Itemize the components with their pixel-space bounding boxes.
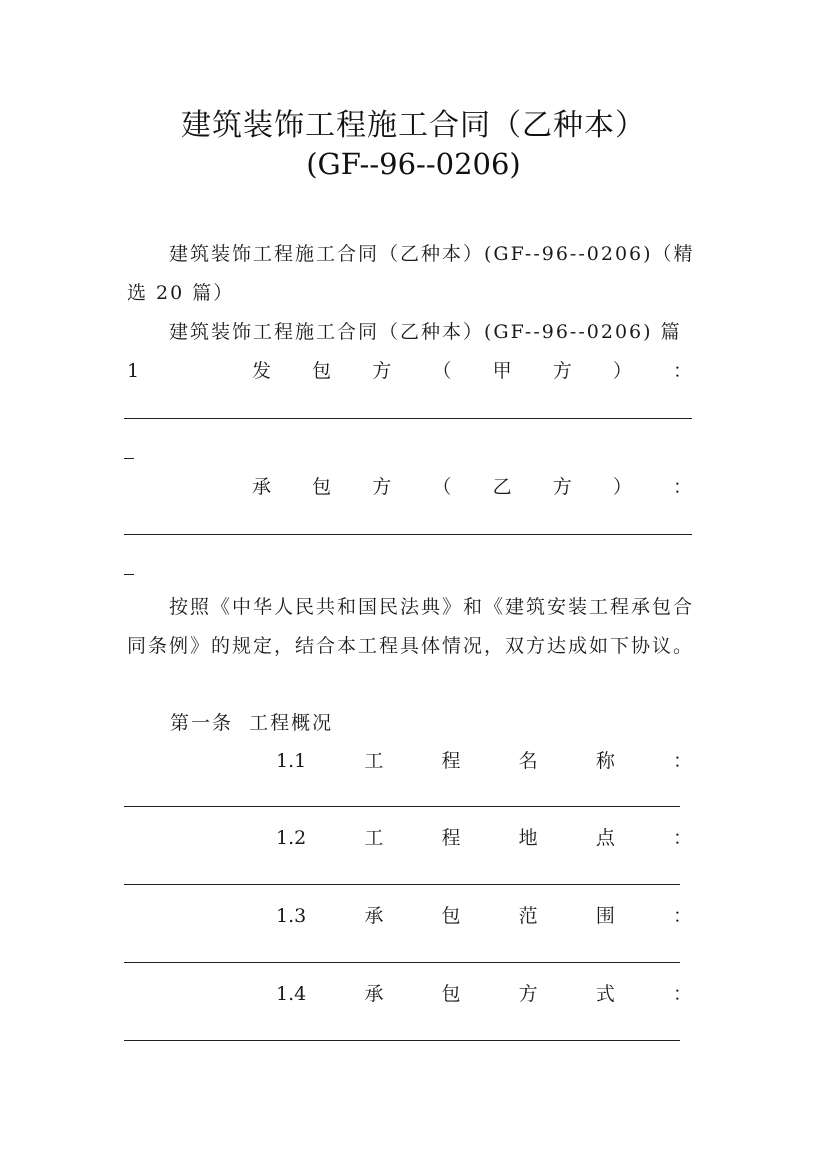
party-b-char: ：: [672, 476, 692, 498]
item-1-1: [276, 746, 692, 776]
item-char: 名: [518, 750, 538, 772]
item-number: 1.4: [276, 983, 307, 1005]
document-title: 建筑装饰工程施工合同（乙种本）: [181, 108, 646, 143]
party-a-char: 方: [372, 360, 392, 382]
item-number: 1.2: [276, 827, 307, 849]
item-char: 方: [518, 983, 538, 1005]
item-char: 式: [595, 983, 615, 1005]
item-char: 称: [595, 750, 615, 772]
section-heading: 建筑装饰工程施工合同（乙种本）(GF--96--0206) 篇 1: [127, 321, 682, 382]
party-a-char: ）: [612, 360, 632, 382]
item-char: 地: [518, 827, 538, 849]
item-char: 点: [595, 827, 615, 849]
item-char: 承: [364, 983, 384, 1005]
item-char: 承: [364, 905, 384, 927]
party-b-char: 方: [552, 476, 572, 498]
party-b-char: 方: [372, 476, 392, 498]
party-b-line: [252, 472, 692, 502]
item-char: 包: [441, 905, 461, 927]
party-a-line: [252, 356, 692, 386]
item-colon: ：: [672, 905, 692, 927]
item-char: 工: [364, 750, 384, 772]
item-char: 范: [518, 905, 538, 927]
item-colon: ：: [672, 983, 692, 1005]
party-b-blank-tail: [124, 574, 134, 575]
party-a-char: 甲: [492, 360, 512, 382]
party-a-blank: [124, 418, 692, 419]
item-char: 围: [595, 905, 615, 927]
item-1-1-blank: [124, 806, 680, 807]
party-a-blank-tail: [124, 458, 134, 459]
party-a-char: ：: [672, 360, 692, 382]
item-number: 1.1: [276, 750, 307, 772]
party-a-char: （: [432, 360, 452, 382]
item-1-3-blank: [124, 962, 680, 963]
item-1-2-blank: [124, 884, 680, 885]
item-1-2: [276, 823, 692, 853]
intro-paragraph: 建筑装饰工程施工合同（乙种本）(GF--96--0206)（精选 20 篇）: [127, 243, 695, 304]
item-char: 工: [364, 827, 384, 849]
preamble-paragraph: 按照《中华人民共和国民法典》和《建筑安装工程承包合同条例》的规定，结合本工程具体情况，双方达成如下协议。: [127, 596, 695, 657]
party-b-char: ）: [612, 476, 632, 498]
item-1-3: [276, 901, 692, 931]
item-colon: ：: [672, 827, 692, 849]
party-a-char: 发: [252, 360, 272, 382]
party-b-char: 承: [252, 476, 272, 498]
item-1-4: [276, 979, 692, 1009]
item-colon: ：: [672, 750, 692, 772]
item-char: 包: [441, 983, 461, 1005]
party-a-char: 方: [552, 360, 572, 382]
party-b-char: 乙: [492, 476, 512, 498]
item-char: 程: [441, 827, 461, 849]
item-char: 程: [441, 750, 461, 772]
party-b-char: （: [432, 476, 452, 498]
document-code: (GF--96--0206): [306, 147, 521, 181]
party-b-char: 包: [312, 476, 332, 498]
item-number: 1.3: [276, 905, 307, 927]
article-1-heading: 第一条 工程概况: [170, 712, 334, 734]
party-a-char: 包: [312, 360, 332, 382]
party-b-blank: [124, 534, 692, 535]
item-1-4-blank: [124, 1040, 680, 1041]
